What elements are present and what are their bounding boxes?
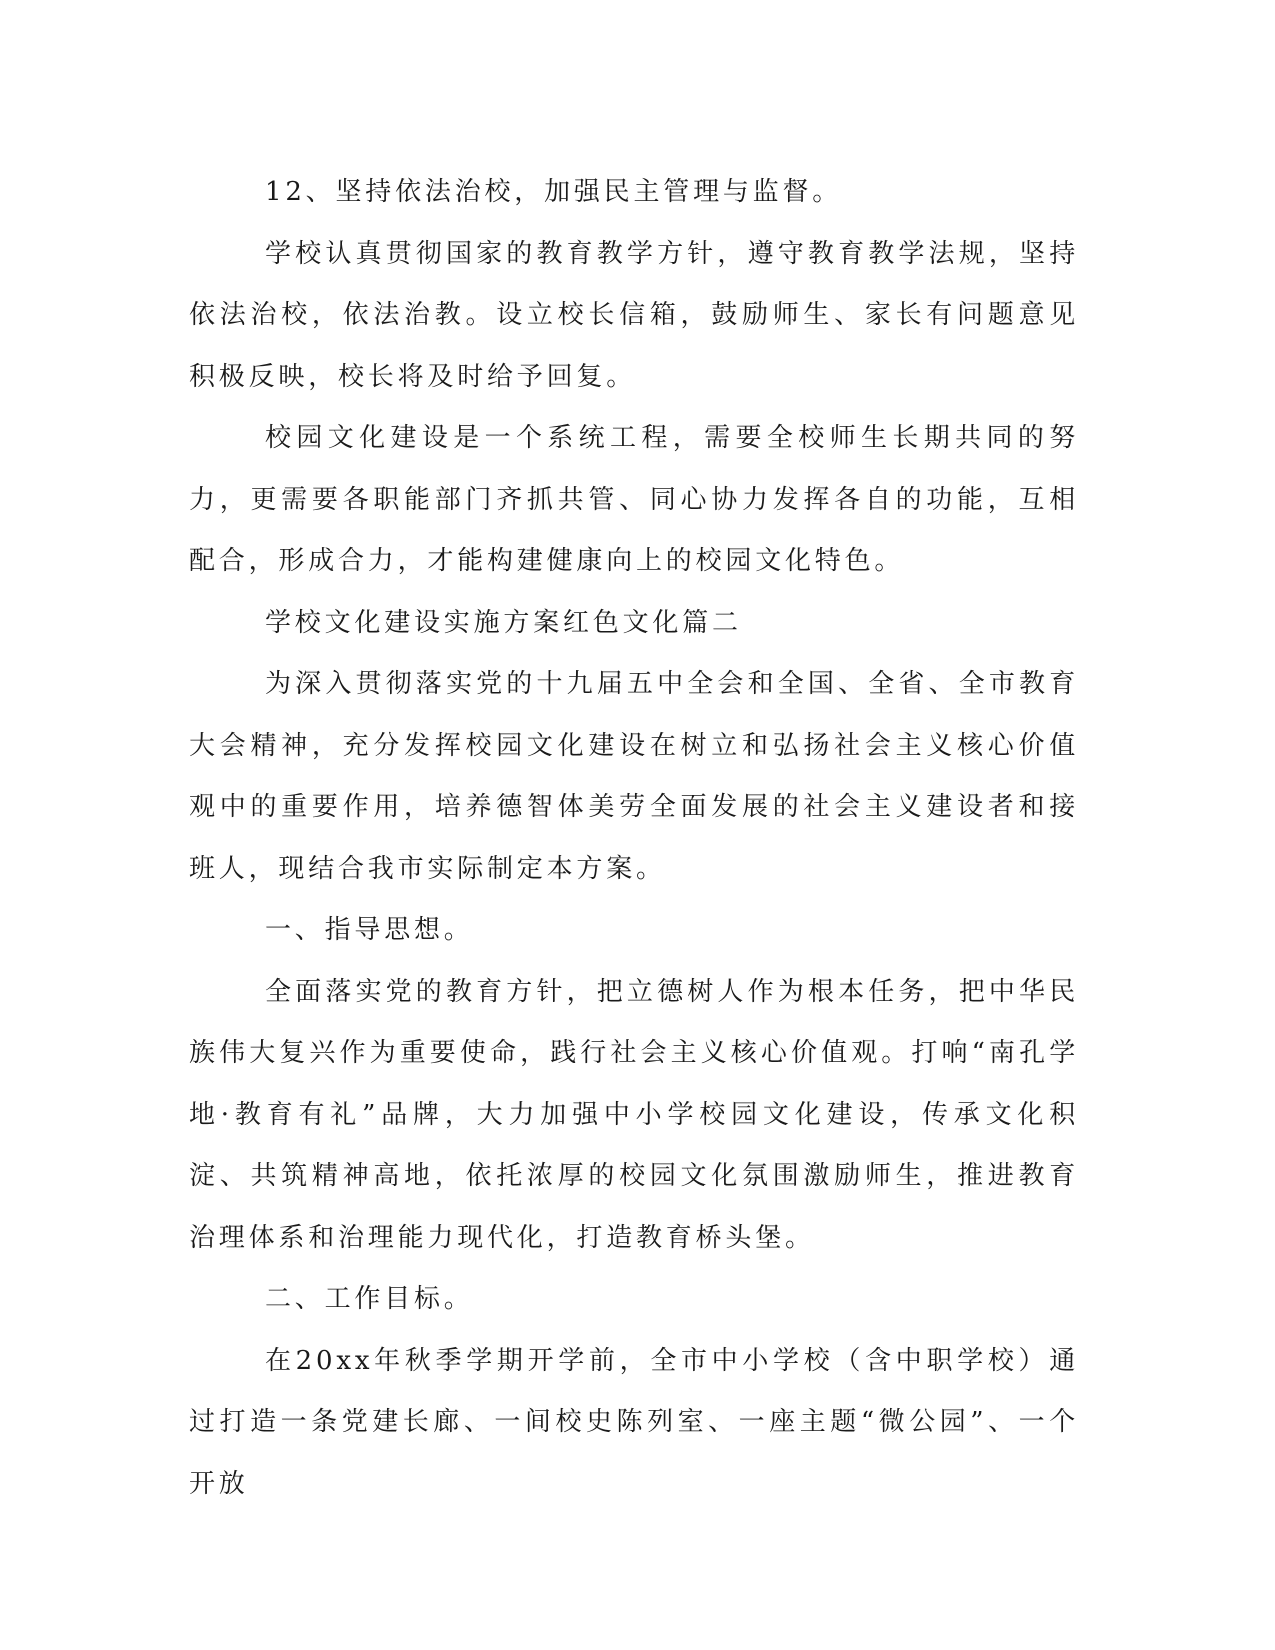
paragraph-rule-of-law-heading: 12、坚持依法治校，加强民主管理与监督。 — [265, 177, 843, 207]
document-body — [189, 162, 1079, 1515]
heading-guiding-ideology: 一、指导思想。 — [265, 915, 474, 945]
paragraph-work-goals: 在20xx年秋季学期开学前，全市中小学校（含中职学校）通过打造一条党建长廊、一间校史陈列室、一座主题“微公园”、一个开放 — [189, 1345, 1079, 1499]
section-title-part-two: 学校文化建设实施方案红色文化篇二 — [265, 607, 742, 638]
paragraph-introduction: 为深入贯彻落实党的十九届五中全会和全国、全省、全市教育大会精神，充分发挥校园文化建设在树立和弘扬社会主义核心价值观中的重要作用，培养德智体美劳全面发展的社会主义建设者和接班人，现结合我市实际制定本方案。 — [189, 669, 1079, 884]
paragraph-principal-mailbox: 学校认真贯彻国家的教育教学方针，遵守教育教学法规，坚持依法治校，依法治教。设立校长信箱，鼓励师生、家长有问题意见积极反映，校长将及时给予回复。 — [189, 238, 1079, 392]
heading-work-goals: 二、工作目标。 — [265, 1284, 474, 1314]
paragraph-campus-culture-system: 校园文化建设是一个系统工程，需要全校师生长期共同的努力，更需要各职能部门齐抓共管、同心协力发挥各自的功能，互相配合，形成合力，才能构建健康向上的校园文化特色。 — [189, 423, 1079, 576]
paragraph-guiding-ideology: 全面落实党的教育方针，把立德树人作为根本任务，把中华民族伟大复兴作为重要使命，践行社会主义核心价值观。打响“南孔学地·教育有礼”品牌，大力加强中小学校园文化建设，传承文化积淀、共筑精神高地，依托浓厚的校园文化氛围激励师生，推进教育治理体系和治理能力现代化，打造教育桥头堡。 — [189, 976, 1079, 1253]
